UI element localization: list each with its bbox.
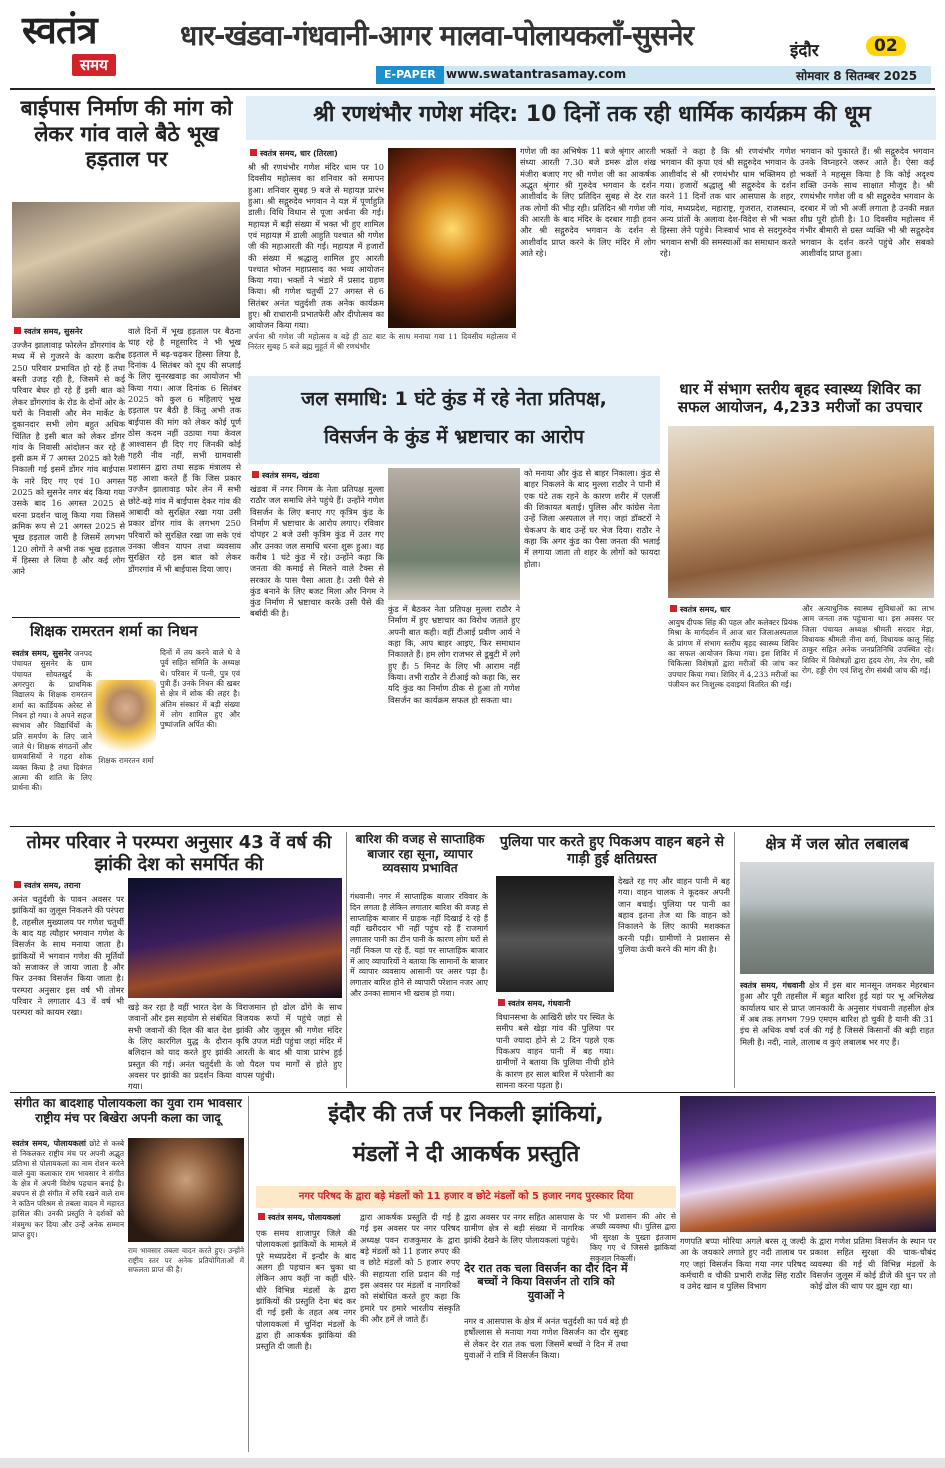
artist-caption: राम भावसार तबला वादन करते हुए। उन्होंने राष्ट्रीय स्तर पर अनेक प्रतियोगिताओं में सफलता प्राप्त की है। [128,1246,244,1275]
ganesh-idol-photo [388,148,516,328]
indore-headline-2: मंडलों ने दी आकर्षक प्रस्तुति [352,1142,580,1167]
health-col2: और अत्याधुनिक स्वास्थ्य सुविधाओं का लाभ आम जनता तक पहुंचाना था। इस अवसर पर जिला पंचायत अध्यक्ष श्रीमती सरदार मेड़ा, विधायक श्रीमती नीना वर्मा, विधायक कालू सिंह ठाकुर सहित अनेक जनप्रतिनिधि उपस्थित रहे। शिविर में विशेषज्ञों द्वारा हृदय रोग, नेत्र रोग, स्त्री रोग, हड्डी रोग एवं शिशु रोग संबंधी जांच की गई। [802,604,934,676]
row-rule-1 [10,826,935,827]
page-footer-strip [0,1458,945,1468]
jal-headline-1: जल समाधि: 1 घंटे कुंड में रहे नेता प्रतिपक्ष, [301,388,607,410]
bypass-col1: उज्जैन झालावाड़ फोरलेन डोंगरगांव के मध्य में से गुजरने के कारण करीब 250 परिवार प्रभावित हो रहे हैं तथा बस्ती उजड़ रही है, जिसमें से कई परिवार बेघर हो रहे हैं इसी बात को लेकर डोंगरगांव के रोड के दोनों ओर के घरों के निवासी और मेन मार्केट के दुकानदार सभी लोग बहुत अधिक चिंतित है इसी बात को लेकर डोंगर गांव के निवासी आंदोलन कर रहे हैं इसी क्रम में 7 अगस्त 2025 को रैली निकाली गई इसमें डोंगर गांव बाईपास के नारे दिए गए एवं 10 अगस्त 2025 को सुसनेर नगर बंद किया गया उसके बाद 16 अगस्त 2025 से धरना प्रदर्शन चालू किया गया जिसमें क्रमिक रूप से 21 अगस्त 2025 से भूख हड़ताल जारी है जिसमें लगभग 120 लोगों ने अभी तक भूख हड़ताल में हिस्सा ले लिया है और कई लोग आने [12,340,125,577]
indore-inset-text: नगर व आसपास के क्षेत्र में अनंत चतुर्दशी का पर्व बड़े ही हर्षोल्लास से मनाया गया गणेश विसर्जन का दौर सुबह से लेकर देर रात तक चला जिसमें बच्चों ने दिन में तथा युवाओं ने रात्रि में विसर्जन किया। [464,1316,628,1360]
page-number: 02 [866,36,906,56]
col-divider-1 [346,832,347,1088]
artist-headline: संगीत का बादशाह पोलायकला का युवा राम भावसार राष्ट्रीय मंच पर बिखेरा अपनी कला का जादू [14,1096,242,1125]
indore-col5: गणपति बप्पा मोरिया अगले बरस तू जल्दी आ के जयकारे लगाते हुए नदी तालाब पर गए जहां विसर्जन किया गया नगर परिषद कर्मचारी व चौकी प्रभारी राजेंद्र सिंह राठौर व उमेद खान व पुलिस विभाग [680,1236,806,1292]
epaper-url[interactable]: www.swatantrasamay.com [446,67,627,81]
newspaper-logo [22,7,162,80]
jal-kund-photo [388,468,520,600]
ganesh-col1: श्री श्री रणथंभौर गणेश मंदिर धाम पर 10 दिवसीय महोत्सव का शनिवार को समापन हुआ। शनिवार सुबह 9 बजे से महायज्ञ प्रारंभ हुआ। श्री सद्गुरुदेव भगवान ने यज्ञ में पूर्णाहुति डाली। विधि विधान से पूजा अर्चना की गई। महायज्ञ में बड़ी संख्या में भक्त भी हुए शामिल एवं महायज्ञ में डाली आहुति पश्चात श्री गणेश जी की महाआरती की गई। महायज्ञ में हजारों की संख्या में श्रद्धालु शामिल हुए आरती पश्चात भोजन महाप्रसाद का भव्य आयोजन किया गया। भक्तों ने भंडारे में प्रसाद ग्रहण किया। श्री गणेश चतुर्थी 27 अगस्त से 6 सितंबर अनंत चतुर्दशी तक अनेक कार्यक्रम हुए। श्री राधारानी प्रभातफेरी और दीपोत्सव का आयोजन किया गया। [248,162,384,331]
flood-water-photo [740,862,934,974]
flood-text: स्वतंत्र समय, गंधवानी क्षेत्र में इस बार मानसून जमकर मेहरबान हुआ और पूरी तहसील में बहुत बारिश हुई यहां पर भू अभिलेख कार्यालय धार से प्राप्त जानकारी के अनुसार गंधवानी तहसील क्षेत्र में अब तक लगभग 799 एमएम बारिश हो चुकी है यानी की 31 इंच से अधिक वर्षा दर्ज की गई है जिससे किसानों की बड़ी राहत मिली है। नदी, नाले, तालाब व कुएं लबालब भर गए हैं। [740,980,934,1047]
health-col1: आयुष दीपक सिंह की पहल और कलेक्टर प्रियंक मिश्रा के मार्गदर्शन में आज धार जिलाअस्पताल के प्रांगण में संभाग स्तरीय बृहद स्वास्थ्य शिविर का सफल आयोजन किया गया। इस शिविर में चिकित्सा विशेषज्ञों द्वारा मरीजों की जांच कर उपचार किया गया। शिविर में 4,233 मरीजों का पंजीयन कर निःशुल्क दवाइयां वितरित की गईं। [668,618,798,690]
issue-date: सोमवार 8 सितम्बर 2025 [796,69,918,83]
jal-dateline: स्वतंत्र समय, खंडवा [252,470,319,481]
tomar-col1: अनंत चतुर्दशी के पावन अवसर पर झांकियों का जुलूस निकलने की परंपरा है, तहसील मुख्यालय पर गणेश चतुर्थी के बाद यह त्यौहार भगवान गणेश के विसर्जन के साथ मनाया जाता है। झांकियों में भगवान गणेश की मूर्तियों को सजाकर ले जाया जाता है और फिर उनका विसर्जन किया जाता है। परम्परा अनुसार इस वर्ष भी तोमर परिवार ने लगातार 43 वें वर्ष भी परम्परा को कायम रखा। [12,894,124,1018]
obit-headline: शिक्षक रामरतन शर्मा का निधन [30,622,198,640]
bypass-headline: बाईपास निर्माण की मांग को लेकर गांव वाले बैठे भूख हड़ताल पर [20,96,233,172]
tomar-dateline: स्वतंत्र समय, तराना [14,880,80,891]
bypass-col2: वाले दिनों में भूख हड़ताल पर बैठना चाह रहे है महूसारिद ने भी भूख हड़ताल में बढ़-चढ़कर हिस्सा लिया है, दिनांक 4 सितंबर को दूध की सप्लाई के लिए सुनरखवाड़ का आयोजन भी किया गया। आज दिनांक 6 सितंबर 2025 को कुल 6 महिलाएं भूख हड़ताल पर बैठी है किंतु अभी तक बाईपास की मांग को लेकर कोई पूर्ण ठोस कदम नहीं उठाया गया केवल आश्वासन ही दिए गए जिनकी कोई गहरी नीव नहीं, सभी ग्रामवासी प्रशासन द्वारा तथा सड़क मंत्रालय से यह आशा करते हैं कि जिस प्रकार उज्जैन झालावाड़ फोर लेन में सभी छोटे-बड़े गांव में बाईपास देकर गांव की आबादी को सुरक्षित रखा गया उसी प्रकार डोंगर गांव के लगभग 250 परिवारों को सुरक्षित रखा जा सके एवं उनका जीवन यापन तथा व्यवसाय सुरक्षित रहे इस बात को लेकर डोंगरगांव में भी बाईपास दिया जाए। [128,326,241,574]
masthead-rule [10,88,935,90]
ganesh-dateline: स्वतंत्र समय, धार (तिरला) [250,148,338,159]
indore-inset-headline: देर रात तक चला विसर्जन का दौर दिन में बच्चों ने किया विसर्जन तो रात्रि को युवाओं ने [464,1262,628,1302]
obit-caption: शिक्षक रामरतन शर्मा [98,756,154,765]
logo-top-text: स्वतंत्र [22,7,97,52]
indore-col3: द्वारा अवसर पर नगर सहित आसपास के ग्रामीण क्षेत्र से बड़ी संख्या में नागरिक झांकी देखने के लिए पोलायकलां पहुंचे। [464,1212,584,1245]
obit-rule [12,617,240,618]
pulia-dateline: स्वतंत्र समय, गंधवानी [498,998,570,1009]
col-divider-3 [248,1096,249,1452]
edition-title: धार-खंडवा-गंधवानी-आगर मालवा-पोलायकलॉं-सुसनेर [180,19,693,52]
indore-col2: द्वारा आकर्षक प्रस्तुति दी गई है गई इस अवसर पर नगर परिषद अध्यक्ष पवन राजकुमार के द्वारा बड़े मंडलों को 11 हजार रुपए की व छोटे मंडलों को 5 हजार रुपए की सहायता राशि प्रदान की गई इस अवसर पर मंडलों व नागरिकों को संबोधित करते हुए कहा कि हमारे पर हमारे भारतीय संस्कृति की और हमें ले जाते हैं। [360,1212,460,1324]
ganesh-caption: अर्चना श्री गणेश जी महोत्सव व बड़े ही ठाट बाट के साथ मनाया गया 11 दिवसीय महोत्सव में निरंतर सुबह 5 बजे ब्रह्म मुहूर्त में श्री रणथंभौर [248,332,516,352]
ganesh-col4: भगवान को पुकारते हैं। श्री सद्गुरुदेव भगवान उनके विघ्नहरने जरूर आते हैं। ऐसा कई भक्तों ने महसूस किया है कि कोई अदृश्य शक्ति उनके साथ साक्षात मौजूद है। श्री रणथंभौर गणेश जी व श्री सद्गुरुदेव भगवान के दरबार में जो भी अर्जी लगाता है उनकी मन्नत शीघ्र पूरी होती है। 10 दिवसीय महोत्सव में गंभीर बीमारी से ग्रस्त व्यक्ति भी श्री सद्गुरुदेव भगवान के दर्शन करने पहुंचे और सबको आशीर्वाद प्राप्त हुआ। [800,146,934,258]
health-dateline: स्वतंत्र समय, धार [670,604,730,615]
bypass-dateline: स्वतंत्र समय, सुसनेर [14,326,83,337]
indore-col6: के द्वारा गणेश प्रतिमा विसर्जन के स्थान पर प्रकाश सहित सुरक्षा की चाक-चौबंद व्यवस्था की गई थी विभिन्न मंडलों के विसर्जन जुलूस में कोई डीजे की धुन पर तो कोई ढोल की थाप पर झूम रहा था। [810,1236,936,1292]
pulia-col2: देखते रह गए और वाहन पानी में बह गया। वाहन चालक ने कूदकर अपनी जान बचाई। पुलिया पर पानी का बहाव इतना तेज था कि वाहन को निकालने के लिए काफी मशक्कत करनी पड़ी। ग्रामीणों ने प्रशासन से पुलिया ऊंची करने की मांग की है। [618,876,730,954]
obit-portrait [96,680,156,752]
artist-portrait [128,1138,244,1242]
indore-subhead: नगर परिषद के द्वारा बड़े मंडलों को 11 हजार व छोटे मंडलों को 5 हजार नगद पुरस्कार दिया [256,1186,676,1208]
logo-bottom-text: समय [72,54,116,76]
indore-dateline: स्वतंत्र समय, पोलायकलां [258,1212,340,1223]
indore-stage-photo [680,1096,936,1232]
row-rule-2 [10,1092,935,1093]
flood-headline: क्षेत्र में जल स्रोत लबालब [765,834,909,853]
tomar-col3: विराजमान हो ढोल ढोंगे के साथ विजयक रूपों में पहुंचे जहां से झांकी और जुलूस श्री गणेश मंदिर कृषि उपज मंडी पहुंचा जहां मंदिर में आरती के बाद श्री यात्रा प्रारंभ हुई जो पैदल पथ मार्गों से होते हुए वापस पहुंची। [236,1002,342,1080]
obit-col1: स्वतंत्र समय, सुसनेर जनपद पंचायत सुसनेर के ग्राम पंचायत सोयतखुर्द के अगरपुरा के प्राथमिक विद्यालय के शिक्षक रामरतन शर्मा का कार्डियक अरेस्ट से निधन हो गया। वे अपने सहज स्वभाव और विद्यार्थियों के प्रति समर्पण के लिए जाने जाते थे। शिक्षक संगठनों और ग्रामवासियों ने गहरा शोक व्यक्त किया है तथा दिवंगत आत्मा की शांति के लिए प्रार्थना की। [12,648,92,793]
jal-col1: खंडवा में नगर निगम के नेता प्रतिपक्ष मुल्ला राठौर जल समाधि लेने पहुंचे हैं। उन्होंने गणेश विसर्जन के लिए बनाए गए कृत्रिम कुंड के निर्माण में भ्रष्टाचार के आरोप लगाए। रविवार दोपहर 2 बजे उसी कृत्रिम कुंड में उतर गए और उनका जल समाधि धरना शुरू हुआ। वह करीब 1 घंटे कुंड में रहे। उन्होंने कहा कि जनता की कमाई से मिलने वाले टैक्स से सरकार के पास पैसा आता है। उसी पैसे से कुंड बनाने के लिए बजट मिला और निगम ने कुंड निर्माण में भ्रष्टाचार करके उसी पैसे की बर्बादी की है। [250,484,384,619]
indore-headline-1: इंदौर की तर्ज पर निकली झांकियां, [328,1102,604,1127]
indore-col4: पर भी प्रशासन की ओर से अच्छी व्यवस्था थी। पुलिस द्वारा भी सुरक्षा के पुख्ता इंतजाम किए गए थे जिससे झांकियां सकुशल निकलीं। [590,1212,676,1263]
epaper-tag: E-PAPER [376,66,444,84]
tomar-jhanki-photo [128,878,342,998]
pulia-headline: पुलिया पार करते हुए पिकअप वाहन बहने से गाड़ी हुई क्षतिग्रस्त [499,834,725,868]
artist-text: स्वतंत्र समय, पोलायकलां छोटे से कस्बे से निकलकर राष्ट्रीय मंच पर अपनी अद्भुत प्रतिभा से पोलायकलां का नाम रोशन करने वाले युवा कलाकार राम भावसार ने संगीत के क्षेत्र में अपनी विशेष पहचान बनाई है। बचपन से ही संगीत में रुचि रखने वाले राम ने कठिन परिश्रम से तबला वादन में महारत हासिल की। उनकी प्रस्तुति ने दर्शकों को मंत्रमुग्ध कर दिया और उन्हें अनेक सम्मान प्राप्त हुए। [12,1138,124,1239]
jal-col3: को मनाया और कुंड से बाहर निकाला। कुंड से बाहर निकलने के बाद मुल्ला राठौर ने पानी में एक घंटे तक रहने के कारण शरीर में एलर्जी की शिकायत बताई। पुलिस और कांग्रेस नेता उन्हें जिला अस्पताल ले गए। जहां डॉक्टरों ने चेकअप के बाद उन्हें घर भेज दिया। राठौर ने कहा कि अगर कुंड का पैसा जनता की भलाई में लगाया जाता तो शहर के लोगों को फायदा होता। [524,468,660,569]
tomar-headline: तोमर परिवार ने परम्परा अनुसार 43 वें वर्ष की झांकी देश को समर्पित की [26,832,332,875]
city-name: इंदौर [790,41,819,61]
pulia-vehicle-photo [496,876,614,992]
bypass-protest-photo [12,202,240,318]
health-headline: धार में संभाग स्तरीय बृहद स्वास्थ्य शिविर का सफल आयोजन, 4,233 मरीजों का उपचार [677,380,923,417]
market-headline: बारिश की वजह से साप्ताहिक बाजार रहा सूना, व्यापार व्यवसाय प्रभावित [355,832,485,876]
ganesh-col2: गणेश जी का अभिषेक 11 बजे श्रृंगार आरती संध्या आरती 7.30 बजे डमरू ढोल शंख मंजीरा बजाए गए श्री गणेश जी का आकर्षक अद्भुत श्रृंगार श्री गुरुदेव भगवान के दर्शन आशीर्वाद के लिए प्रतिदिन सुबह से देर रात तक लोगों की भीड़ रही। प्रतिदिन श्री गणेश जी की आरती के बाद मंदिर के दरबार गाड़ी हवन और श्री सद्गुरुदेव भगवान के दर्शन से आशीर्वाद प्राप्त करने के लिए मंदिर में लोग आते रहे। [520,146,656,258]
jal-headline-2: विसर्जन के कुंड में भ्रष्टाचार का आरोप [324,426,584,448]
market-text: गंधवानी। नगर में साप्ताहिक बाजार रविवार के दिन लगता है लेकिन लगातार बारिश की वजह से साप्ताहिक बाजार में ग्राहक नहीं दिखाई दे रहे हैं वहीं खरीददार भी नहीं पहुंच रहे हैं राजमार्ग लगातार पानी का टीन पानी के कारण लोग घरों से नहीं निकल पा रहे हैं, यहां पर साप्ताहिक बाजार में आए व्यापारियों ने बताया कि सामानों के बाजार में व्यापार व्यवसाय आसानी पर असर पड़ा है। लगातार बारिश होने से व्यापारी परेशान नजर आए और उनका सामान भी खराब हो गया। [350,892,488,998]
jal-col2: कुंड में बैठकर नेता प्रतिपक्ष मुल्ला राठौर ने निर्माण में हुए भ्रष्टाचार का विरोध जताते हुए अपनी बात कही। वहीं टीआई प्रवीण आर्य ने कहा कि, आप बाहर आइए, फिर समाधान निकालते हैं। हम लोग राजभर से डूबुटी में लगे हुए हैं। 5 मिनट के लिए भी आराम नहीं किया। तभी राठौर ने टीआई को कहा कि, सर यदि कुंड का निर्माण ठीक से हुआ तो गणेश विसर्जन का कार्यक्रम सफल हो सकता था। [388,604,520,705]
col-divider-2 [734,832,735,1088]
obit-col2: दिनों में तय करने वाले थे वे पूर्व सहित समिति के अध्यक्ष थे। परिवार में पत्नी, पुत्र एवं पुत्री हैं। उनके निधन की खबर से क्षेत्र में शोक की लहर है। अंतिम संस्कार में बड़ी संख्या में लोग शामिल हुए और पुष्पांजलि अर्पित की। [160,648,240,730]
indore-col1: एक समय शाजापुर जिले की पोलायकलां झांकियों के मामले में पूरे मध्यप्रदेश में इन्दौर के बाद अलग ही पहचान बन चुका था लेकिन आप कहीं ना कहीं धीरे-धीरे विभिन्न मंडलों के द्वारा झांकियों की प्रस्तुति देना बंद कर दी गई इसी के तहत अब नगर पोलायकलां में चुनिंदा मंडलों के द्वारा ही आकर्षक झांकियां की प्रस्तुति दी जाती है। [256,1228,356,1352]
ganesh-col3: भक्तों ने कहा है कि श्री रणथंभौर गणेश भगवान की कृपा एवं श्री सद्गुरुदेव भगवान के आशीर्वाद से श्री रणथंभौर धाम भक्तिमय हो गया। हजारों श्रद्धालु श्री सद्गुरुदेव के दर्शन करने 11 दिनों तक धार आसपास के शहर, गांव, मध्यप्रदेश, महाराष्ट्र, गुजरात, राजस्थान, अन्य प्रांतों के अलावा देश-विदेश से भी भक्त हिस्सा लेने पहुंचे। निःस्वार्थ भाव से सदगुरुदेव भगवान सभी की समस्याओं का समाधान करते रहे। [660,146,796,258]
ganesh-headline: श्री रणथंभौर गणेश मंदिर: 10 दिनों तक रही धार्मिक कार्यक्रम की धूम [313,102,871,127]
health-camp-photo [668,426,934,598]
tomar-col2: खड़े कर रहा है वहीं भारत देश के जवानों और इस सहयोग से संबंधित सभी जवानों की दिल की बात देश के लिए कारगिल युद्ध के दौरान बलिदान को याद करते हुए झांकी प्रस्तुत की गई। अनंत चतुर्दशी के अवसर पर झांकी का प्रदर्शन किया गया। [128,1002,232,1092]
pulia-col1: विधानसभा के आखिरी छोर पर स्थित के समीप बसे खेड़ा गांव की पुलिया पर पानी ज्यादा होने से 2 दिन पहले एक पिकअप वाहन पानी में बह गया। ग्रामीणों ने बताया कि पुलिया नीची होने के कारण हर साल बारिश में परेशानी का सामना करना पड़ता है। [496,1012,614,1090]
